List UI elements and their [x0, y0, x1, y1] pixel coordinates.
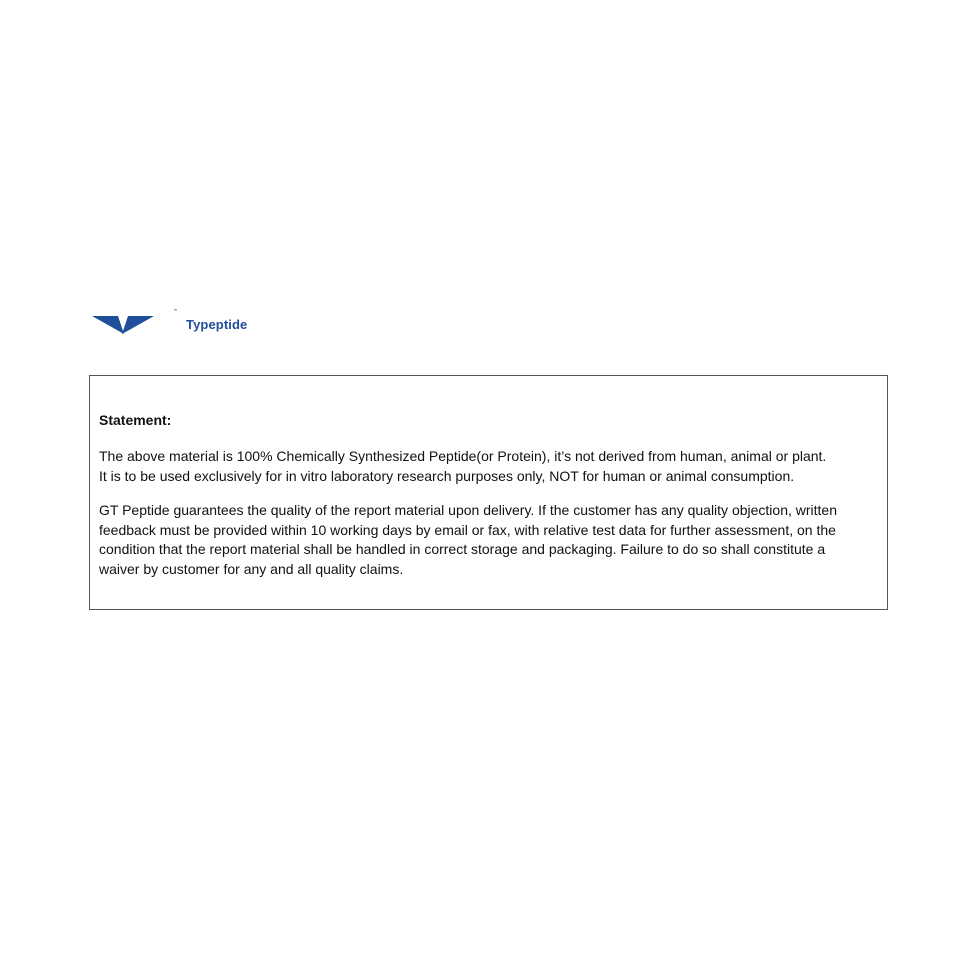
- company-logo: [90, 306, 270, 340]
- logo-wordmark: Typeptide: [186, 317, 248, 332]
- paragraph-line: The above material is 100% Chemically Synthesized Peptide(or Protein), it’s not derived from human, animal or plant.: [99, 448, 827, 464]
- statement-paragraph-origin: [99, 447, 881, 486]
- paragraph-line: waiver by customer for any and all quality claims.: [99, 560, 404, 577]
- paragraph-line: It is to be used exclusively for in vitro laboratory research purposes only, NOT for human or animal consumption.: [99, 467, 795, 484]
- paragraph-line: GT Peptide guarantees the quality of the report material upon delivery. If the customer has any quality objection, written: [99, 502, 838, 518]
- statement-paragraph-quality: [99, 501, 881, 579]
- logo-icon: [90, 306, 180, 340]
- statement-title: Statement:: [99, 412, 172, 428]
- paragraph-line: condition that the report material shall be handled in correct storage and packaging. Failure to do so shall constitute a: [99, 541, 826, 557]
- statement-box: [89, 375, 888, 610]
- paragraph-line: feedback must be provided within 10 working days by email or fax, with relative test data for further assessment, on the: [99, 521, 836, 538]
